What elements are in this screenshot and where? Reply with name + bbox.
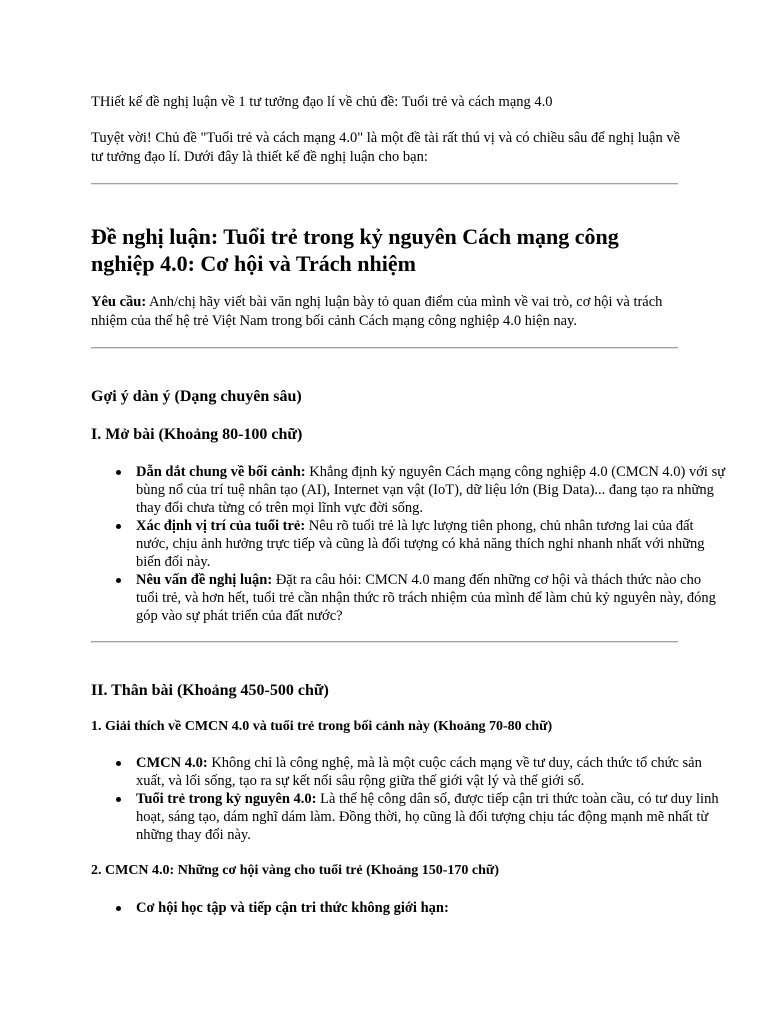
- requirement-text: Anh/chị hãy viết bài văn nghị luận bày tỏ quan điểm của mình về vai trò, cơ hội và trách nhiệm của thế hệ trẻ Việt Nam trong bối cảnh Cách mạng công nghiệp 4.0 hiện nay.: [91, 294, 663, 329]
- list-item-label: Xác định vị trí của tuổi trẻ:: [136, 518, 306, 534]
- requirement-label: Yêu cầu:: [91, 294, 147, 310]
- list-item-text: Đặt ra câu hỏi: CMCN 4.0 mang đến những cơ hội và thách thức nào cho tuổi trẻ, và hơn hết, tuổi trẻ cần nhận thức rõ trách nhiệm của mình để làm chủ kỷ nguyên này, đóng góp vào sự phát triển của đất nước?: [136, 572, 716, 624]
- list-item: [136, 571, 726, 625]
- list-item-label: Dẫn dắt chung về bối cảnh:: [136, 464, 306, 480]
- list-item: [136, 754, 726, 790]
- list-item-text: Là thế hệ công dân số, được tiếp cận tri thức toàn cầu, có tư duy linh hoạt, sáng tạo, dám nghĩ dám làm. Đồng thời, họ cũng là đối tượng chịu tác động mạnh mẽ nhất từ những thay đổi này.: [136, 791, 719, 843]
- subsection-1-list: [91, 754, 726, 844]
- intro-line-1: THiết kế đề nghị luận về 1 tư tưởng đạo lí về chủ đề: Tuổi trẻ và cách mạng 4.0: [91, 94, 553, 110]
- intro-line-2: Tuyệt vời! Chủ đề "Tuổi trẻ và cách mạng 4.0" là một đề tài rất thú vị và có chiều sâu để nghị luận về tư tưởng đạo lí. Dưới đây là thiết kế đề nghị luận cho bạn:: [91, 130, 681, 165]
- section-1-heading: I. Mở bài (Khoảng 80-100 chữ): [91, 426, 303, 443]
- list-item-label: Nêu vấn đề nghị luận:: [136, 572, 273, 588]
- list-item-label: Cơ hội học tập và tiếp cận tri thức không giới hạn:: [136, 900, 449, 916]
- list-item-text: Khẳng định kỷ nguyên Cách mạng công nghiệp 4.0 (CMCN 4.0) với sự bùng nổ của trí tuệ nhân tạo (AI), Internet vạn vật (IoT), dữ liệu lớn (Big Data)... đang tạo ra những thay đổi chưa từng có trên mọi lĩnh vực đời sống.: [136, 464, 726, 516]
- outline-heading: Gợi ý dàn ý (Dạng chuyên sâu): [91, 388, 302, 405]
- essay-title: Đề nghị luận: Tuổi trẻ trong kỷ nguyên Cách mạng công nghiệp 4.0: Cơ hội và Trách nhiệm: [91, 224, 619, 276]
- subsection-2-list: [91, 899, 726, 917]
- list-item-label: CMCN 4.0:: [136, 755, 208, 771]
- requirement-paragraph: [91, 293, 681, 331]
- list-item: [136, 790, 726, 844]
- list-item: [136, 517, 726, 571]
- section-2-heading: II. Thân bài (Khoảng 450-500 chữ): [91, 682, 329, 699]
- divider: [91, 347, 678, 349]
- list-item: [136, 899, 726, 917]
- divider: [91, 183, 678, 185]
- subsection-2-heading: 2. CMCN 4.0: Những cơ hội vàng cho tuổi trẻ (Khoảng 150-170 chữ): [91, 863, 499, 878]
- list-item-text: Không chỉ là công nghệ, mà là một cuộc cách mạng về tư duy, cách thức tổ chức sản xuất, và lối sống, tạo ra sự kết nối sâu rộng giữa thế giới vật lý và thế giới số.: [136, 755, 702, 789]
- list-item: [136, 463, 726, 517]
- list-item-text: Nêu rõ tuổi trẻ là lực lượng tiên phong, chủ nhân tương lai của đất nước, chịu ảnh hưởng trực tiếp và cũng là đối tượng có khả năng thích nghi nhanh nhất với những biến đổi này.: [136, 518, 705, 570]
- section-1-list: [91, 463, 726, 625]
- subsection-1-heading: 1. Giải thích về CMCN 4.0 và tuổi trẻ trong bối cảnh này (Khoảng 70-80 chữ): [91, 719, 553, 734]
- divider: [91, 641, 678, 643]
- list-item-label: Tuổi trẻ trong kỷ nguyên 4.0:: [136, 791, 317, 807]
